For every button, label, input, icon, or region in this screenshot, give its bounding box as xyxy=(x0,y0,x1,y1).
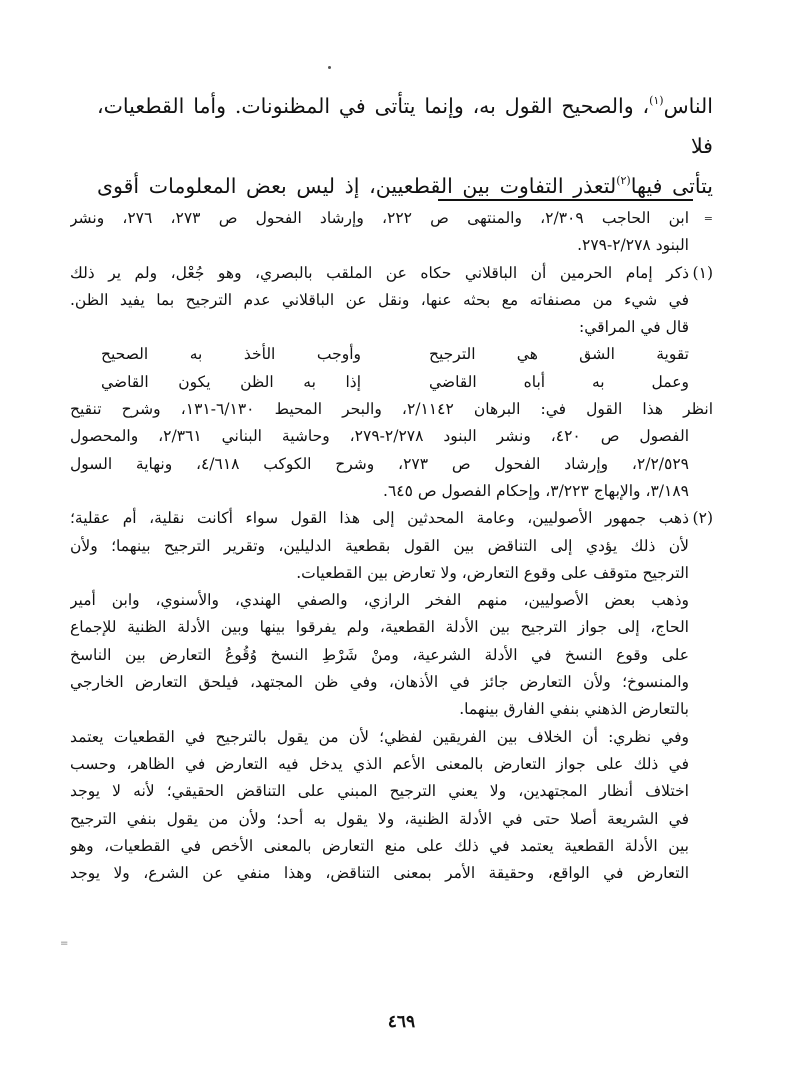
footnote-text: بالتعارض الذهني بنفي الفارق بينهما. xyxy=(459,700,689,719)
footnote-text: ٢/٢/٥٢٩، وإرشاد الفحول ص ٢٧٣، وشرح الكوكب ٤/٦١٨، ونهاية السول xyxy=(70,454,689,473)
footnote-2-line xyxy=(70,833,713,860)
footnote-2-line xyxy=(70,560,713,587)
footnote-1-line xyxy=(70,260,713,287)
main-text-segment: يتأتى فيها xyxy=(630,174,713,198)
footnote-text: والمنسوخ؛ ولأن التعارض جائز في الأذهان، وفي ظن المجتهد، فيلحق التعارض الخارجي xyxy=(70,673,689,692)
verse-line xyxy=(70,341,713,368)
verse-gap xyxy=(361,369,429,396)
footnote-text: ذهب جمهور الأصوليين، وعامة المحدثين إلى هذا القول سواء أكانت نقلية، أم عقلية؛ xyxy=(70,509,689,528)
footnote-2-line xyxy=(70,505,713,532)
footnote-ref-2: (٢) xyxy=(616,174,631,187)
footnote-1-line xyxy=(70,287,713,314)
footnote-1-line xyxy=(70,478,713,505)
footnote-text: اختلاف أنظار المجتهدين، ولا يعني الترجيح المبني على التناقض الحقيقي؛ لأنه لا يوجد xyxy=(70,782,689,801)
footnotes-section xyxy=(70,205,713,887)
footnote-2-line xyxy=(70,778,713,805)
footnote-text: الترجيح متوقف على وقوع التعارض، ولا تعارض بين القطعيات. xyxy=(296,563,689,582)
footnote-text: في الشريعة أصلا حتى في الأدلة الظنية، ولا يقول به أحد؛ ولأن من يقول بنفي الترجيح xyxy=(70,809,689,828)
footnote-continuation-line xyxy=(70,232,713,259)
scan-speck xyxy=(328,66,331,69)
verse-hemistich-right: وعمل به أباه القاضي xyxy=(429,372,689,391)
footnote-text: انظر هذا القول في: البرهان ٢/١١٤٢، والبحر المحيط ٦/١٣٠-١٣١، وشرح تنقيح xyxy=(70,400,713,419)
footnote-2-line xyxy=(70,806,713,833)
main-text-segment: لتعذر التفاوت بين القطعيين، إذ ليس بعض المعلومات أقوى xyxy=(97,174,617,198)
footnote-text: في شيء من مصنفاته مع بحثه عنها، ونقل عن الباقلاني عدم الترجيح بما يفيد الظن. xyxy=(70,290,689,309)
footnote-text: البنود ٢/٢٧٨-٢٧٩. xyxy=(577,236,689,255)
main-line xyxy=(97,86,713,166)
footnote-text: بين الأدلة القطعية يعتمد في ذلك على منع التعارض بالمعنى الأخص في القطعيات، وهو xyxy=(70,836,689,855)
footnote-text: وذهب بعض الأصوليين، منهم الفخر الرازي، والصفي الهندي، والأسنوي، وابن أمير xyxy=(70,591,689,610)
verse-line xyxy=(70,369,713,396)
verse-hemistich-left: إذا به الظن يكون القاضي xyxy=(101,372,361,391)
footnote-2-line xyxy=(70,860,713,887)
verse-hemistich-right: تقوية الشق هي الترجيح xyxy=(429,345,689,364)
footnote-2-marker: (٢) xyxy=(692,509,713,528)
footnote-1-line xyxy=(70,396,713,423)
footnote-1-line xyxy=(70,451,713,478)
footnote-2-line xyxy=(70,696,713,723)
footnote-text: الحاج، إلى جواز الترجيح بين الأدلة القطعية، ولم يفرقوا بينها وبين الأدلة الظنية للإجماع xyxy=(70,618,689,637)
main-text-segment: ، والصحيح القول به، وإنما يتأتى في المظنونات. وأما القطعيات، فلا xyxy=(97,94,713,158)
footnote-text: لأن ذلك يؤدي إلى التناقض بين القول بقطعية الدليلين، وتقرير الترجيح بينهما؛ ولأن xyxy=(70,536,689,555)
continuation-edge-mark: = xyxy=(60,938,69,949)
footnote-text: قال في المراقي: xyxy=(579,318,689,337)
footnote-text: ابن الحاجب ٢/٣٠٩، والمنتهى ص ٢٢٢، وإرشاد الفحول ص ٢٧٣، ٢٧٦، ونشر xyxy=(70,209,690,227)
footnote-1-line xyxy=(70,314,713,341)
footnote-text: التعارض في الواقع، وحقيقة الأمر بمعنى التناقض، وهذا منفي عن الشرع، ولا يوجد xyxy=(70,864,689,883)
verse-hemistich-left: وأوجب الأخذ به الصحيح xyxy=(101,345,361,364)
footnote-2-line xyxy=(70,614,713,641)
continuation-marker: = xyxy=(703,212,713,225)
footnote-2-line xyxy=(70,724,713,751)
footnote-continuation-line xyxy=(70,205,713,232)
page-number: ٤٦٩ xyxy=(387,1012,416,1032)
footnote-separator xyxy=(438,199,693,201)
footnote-text: الفصول ص ٤٢٠، ونشر البنود ٢/٢٧٨-٢٧٩، وحاشية البناني ٢/٣٦١، والمحصول xyxy=(70,427,689,446)
footnote-text: على وقوع النسخ في الأدلة الشرعية، ومنْ شَرْطِ النسخ وُقُوعُ التعارض بين الناسخ xyxy=(70,645,689,664)
footnote-1-line xyxy=(70,423,713,450)
footnote-text: في ذلك على جواز التعارض بالمعنى الأعم الذي يدخل فيه التعارض في الظاهر، وحسب xyxy=(70,754,689,773)
footnote-text: ذكر إمام الحرمين أن الباقلاني حكاه عن الملقب بالبصري، وهو جُعْل، ولم ير ذلك xyxy=(70,263,689,282)
footnote-ref-1: (١) xyxy=(649,94,664,107)
footnote-text: وفي نظري: أن الخلاف بين الفريقين لفظي؛ لأن من يقول بالترجيح في القطعيات يعتمد xyxy=(70,727,689,746)
footnote-2-line xyxy=(70,751,713,778)
main-text-segment: الناس xyxy=(663,94,713,118)
footnote-text: ٣/١٨٩، والإبهاج ٣/٢٢٣، وإحكام الفصول ص ٦٤٥. xyxy=(383,481,689,500)
footnote-2-line xyxy=(70,669,713,696)
footnote-2-line xyxy=(70,587,713,614)
footnote-2-line xyxy=(70,642,713,669)
main-body-text xyxy=(97,86,713,206)
verse-gap xyxy=(361,341,429,368)
footnote-2-line xyxy=(70,533,713,560)
footnote-1-marker: (١) xyxy=(692,263,713,282)
